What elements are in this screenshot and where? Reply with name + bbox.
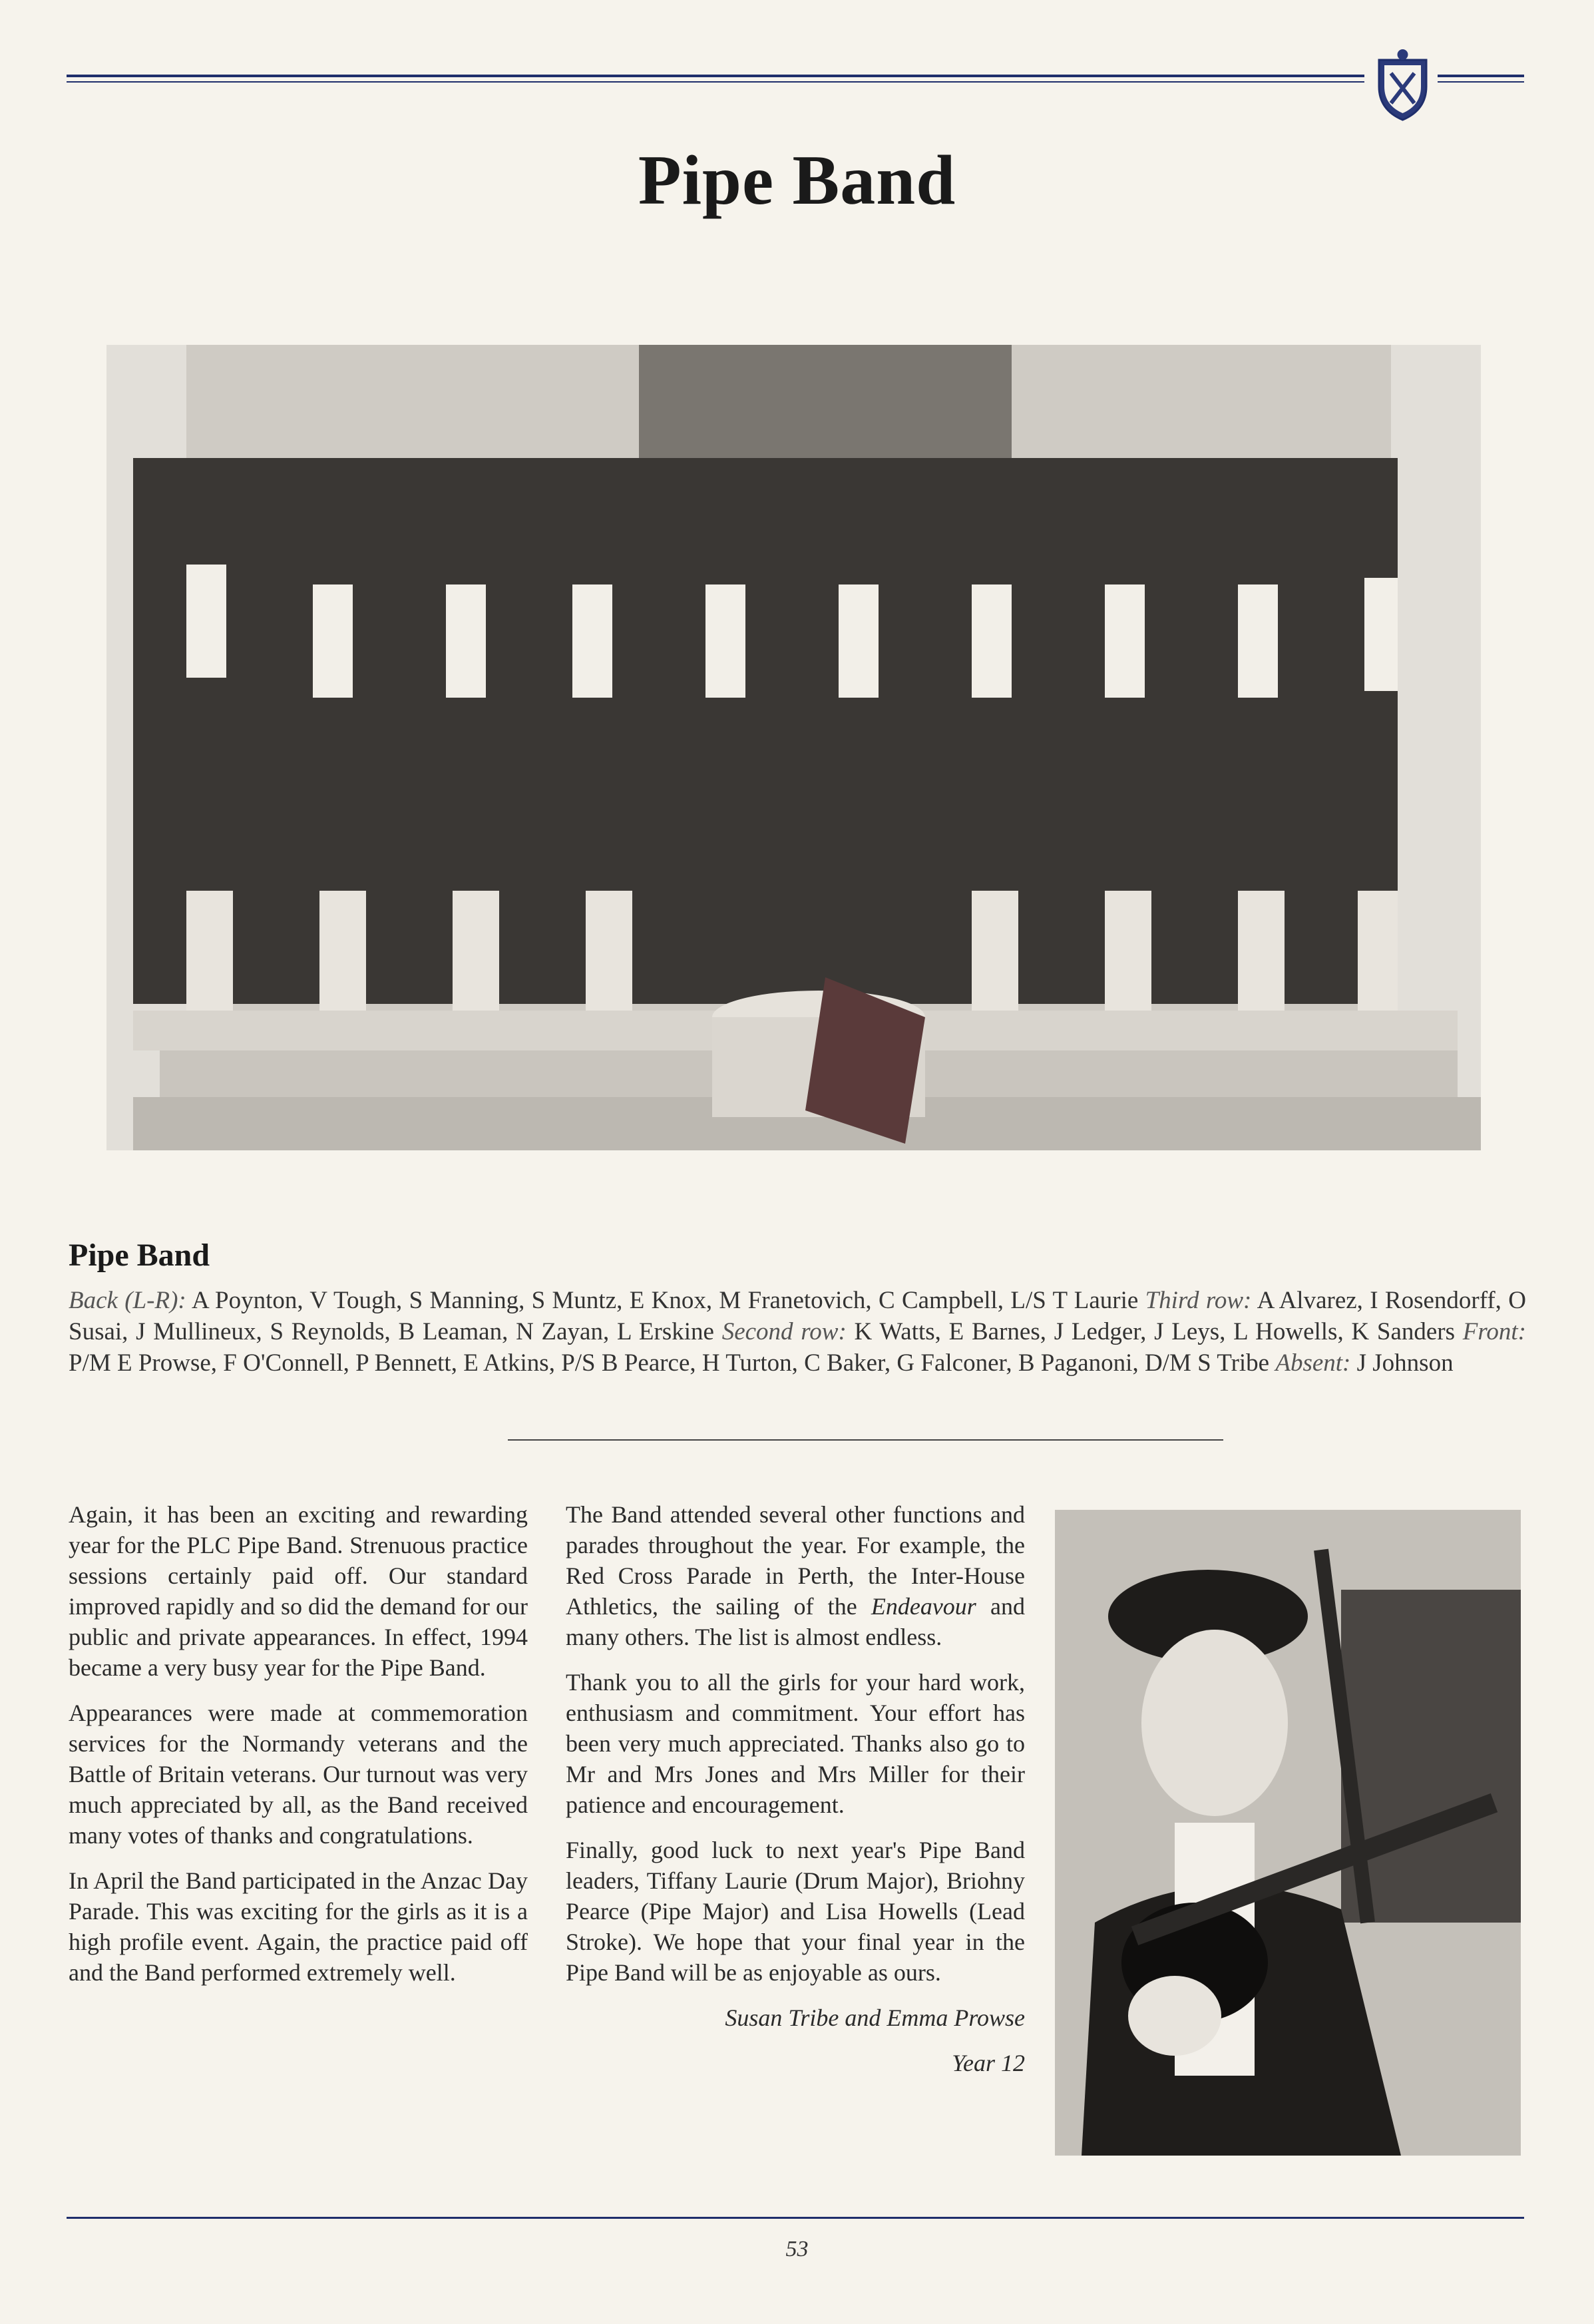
article-paragraph: Finally, good luck to next year's Pipe Band leaders, Tiffany Laurie (Drum Major), Briohny Pearce (Pipe Major) and Lisa Howells (Lead Stroke). We hope that your final year in the Pipe Band will be as enjoyable as ours. [566, 1837, 1025, 1986]
page-title: Pipe Band [638, 141, 956, 219]
article-paragraph: Appearances were made at commemoration services for the Normandy veterans and the Battle of Britain veterans. Our turnout was very much appreciated by all, as the Band received many votes of thanks and congratulations. [69, 1700, 528, 1849]
article-text: and many others. The list is almost endless. [566, 1593, 1025, 1650]
caption-third-names: A Alvarez, I Rosendorff, O Susai, J Mullineux, S Reynolds, B Leaman, N Zayan, L Erskine [69, 1287, 1526, 1345]
caption-heading: Pipe Band [69, 1238, 210, 1273]
article-paragraph: In April the Band participated in the Anzac Day Parade. This was exciting for the girls as it is a high profile event. Again, the practice paid off and the Band performed extremely well. [69, 1867, 528, 1986]
school-crest-icon [1371, 47, 1434, 123]
article-middle-column [566, 1499, 1025, 2093]
article-paragraph: Thank you to all the girls for your hard work, enthusiasm and commitment. Your effort has been very much appreciated. Thanks also go to Mr and Mrs Jones and Mrs Miller for their patience and encouragement. [566, 1669, 1025, 1818]
caption-third-label: Third row: [1145, 1287, 1252, 1314]
article-left-column [69, 1499, 528, 2002]
caption-second-label: Second row: [721, 1318, 847, 1345]
caption-front-names: P/M E Prowse, F O'Connell, P Bennett, E Atkins, P/S B Pearce, H Turton, C Baker, G Falconer, B Paganoni, D/M S Tribe [69, 1349, 1276, 1377]
article-paragraph [566, 1499, 1025, 1652]
caption-absent-label: Absent: [1275, 1349, 1351, 1377]
page-number: 53 [785, 2237, 809, 2261]
piper-portrait-photo [1055, 1510, 1521, 2156]
caption-second-names: K Watts, E Barnes, J Ledger, J Leys, L Howells, K Sanders [846, 1318, 1463, 1345]
caption-absent-names: J Johnson [1350, 1349, 1454, 1377]
author-year: Year 12 [952, 2050, 1025, 2076]
footer-rule [67, 2217, 1524, 2219]
author-signoff: Susan Tribe and Emma Prowse [725, 2004, 1025, 2031]
caption-front-label: Front: [1462, 1318, 1526, 1345]
pipe-band-group-photo [106, 345, 1481, 1150]
photo-caption [69, 1285, 1526, 1379]
caption-divider [508, 1439, 1223, 1441]
header-rule [67, 75, 1364, 87]
header-rule-right [1438, 75, 1524, 87]
caption-back-label: Back (L-R): [69, 1287, 186, 1314]
caption-back-names: A Poynton, V Tough, S Manning, S Muntz, E Knox, M Franetovich, C Campbell, L/S T Laurie [186, 1287, 1145, 1314]
article-paragraph: Again, it has been an exciting and rewarding year for the PLC Pipe Band. Strenuous practice sessions certainly paid off. Our standard improved rapidly and so did the demand for our public and private appearances. In effect, 1994 became a very busy year for the Pipe Band. [69, 1501, 528, 1681]
ship-name: Endeavour [871, 1593, 976, 1620]
article-text: The Band attended several other functions and parades throughout the year. For example, the Red Cross Parade in Perth, the Inter-House Athletics, the sailing of the [566, 1501, 1025, 1620]
